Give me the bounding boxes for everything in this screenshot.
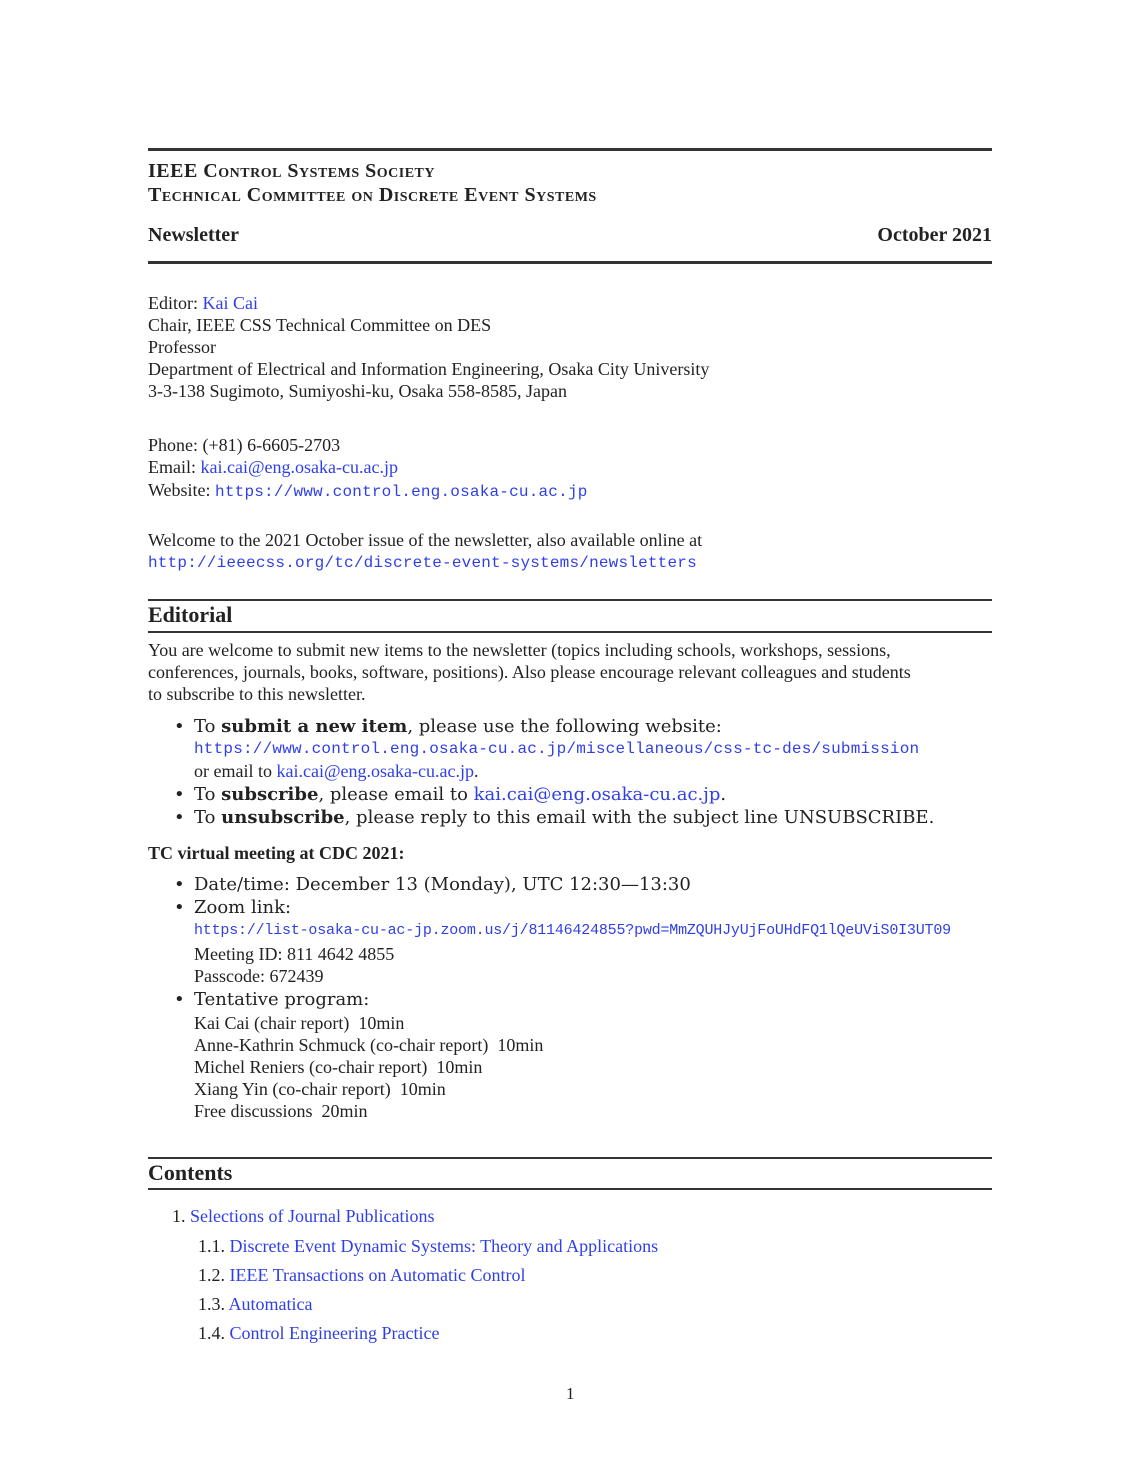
editorial-bottom-rule — [148, 631, 992, 633]
header-bottom-rule — [148, 261, 992, 264]
toc-link[interactable]: Automatica — [228, 1294, 313, 1314]
subscribe-email-link[interactable]: kai.cai@eng.osaka-cu.ac.jp — [473, 784, 721, 805]
toc-link[interactable]: Control Engineering Practice — [229, 1323, 440, 1343]
unsubscribe-prefix: To — [194, 807, 222, 828]
toc-item — [198, 1322, 439, 1344]
zoom-label: • Zoom link: — [194, 897, 291, 918]
editorial-para-line-2: conferences, journals, books, software, positions). Also please encourage relevant colleagues and students — [148, 662, 911, 682]
toc-number: 1. — [172, 1206, 186, 1226]
subscribe-bold: subscribe — [221, 784, 319, 805]
editor-line — [148, 292, 258, 314]
submit-item — [194, 716, 722, 737]
program-item: Xiang Yin (co-chair report) 10min — [194, 1079, 446, 1099]
editor-title: Professor — [148, 337, 216, 357]
submit-email-suffix: . — [473, 761, 479, 781]
subscribe-suffix: , please email to — [318, 784, 474, 805]
toc-item — [198, 1235, 658, 1257]
toc-number: 1.3. — [198, 1294, 225, 1314]
email-link[interactable]: kai.cai@eng.osaka-cu.ac.jp — [200, 457, 398, 477]
toc-link[interactable]: Selections of Journal Publications — [190, 1206, 435, 1226]
meeting-passcode: Passcode: 672439 — [194, 966, 324, 986]
website-line — [148, 479, 588, 503]
welcome-text: Welcome to the 2021 October issue of the newsletter, also available online at — [148, 530, 703, 550]
toc-item — [172, 1205, 434, 1227]
submission-url-link[interactable]: https://www.control.eng.osaka-cu.ac.jp/miscellaneous/css-tc-des/submission — [194, 740, 920, 758]
submit-prefix: To — [194, 716, 222, 737]
society-title: IEEE Control Systems Society — [148, 160, 435, 182]
meeting-datetime: • Date/time: December 13 (Monday), UTC 12:30—13:30 — [194, 874, 691, 895]
website-link[interactable]: https://www.control.eng.osaka-cu.ac.jp — [215, 483, 588, 501]
unsubscribe-suffix: , please reply to this email with the subject line UNSUBSCRIBE. — [344, 807, 935, 828]
submit-bold: submit a new item — [221, 716, 408, 737]
editorial-para-line-1: You are welcome to submit new items to the newsletter (topics including schools, workshops, sessions, — [148, 640, 891, 660]
committee-title: Technical Committee on Discrete Event Systems — [148, 184, 597, 206]
subscribe-end: . — [720, 784, 727, 805]
editorial-para-line-3: to subscribe to this newsletter. — [148, 684, 366, 704]
toc-number: 1.2. — [198, 1265, 225, 1285]
toc-link[interactable]: Discrete Event Dynamic Systems: Theory and Applications — [229, 1236, 659, 1256]
toc-item — [198, 1293, 313, 1315]
editor-label: Editor: — [148, 293, 198, 313]
submit-email-link[interactable]: kai.cai@eng.osaka-cu.ac.jp — [276, 761, 474, 781]
program-item: Free discussions 20min — [194, 1101, 368, 1121]
page-number: 1 — [566, 1384, 575, 1403]
program-item: Anne-Kathrin Schmuck (co-chair report) 10min — [194, 1035, 544, 1055]
contents-bottom-rule — [148, 1188, 992, 1190]
website-label: Website: — [148, 480, 211, 500]
unsubscribe-item — [194, 807, 934, 828]
contents-top-rule — [148, 1157, 992, 1159]
subscribe-prefix: To — [194, 784, 222, 805]
phone-label: Phone: — [148, 435, 199, 455]
subscribe-item — [194, 784, 726, 805]
toc-number: 1.1. — [198, 1236, 225, 1256]
submit-suffix: , please use the following website: — [407, 716, 722, 737]
submit-email-line — [194, 760, 478, 782]
issue-date: October 2021 — [877, 224, 992, 246]
toc-link[interactable]: IEEE Transactions on Automatic Control — [229, 1265, 526, 1285]
program-label: • Tentative program: — [194, 989, 369, 1010]
toc-number: 1.4. — [198, 1323, 225, 1343]
toc-item — [198, 1264, 525, 1286]
meeting-id: Meeting ID: 811 4642 4855 — [194, 944, 395, 964]
editor-name-link[interactable]: Kai Cai — [202, 293, 258, 313]
phone-value: (+81) 6-6605-2703 — [202, 435, 341, 455]
program-item: Michel Reniers (co-chair report) 10min — [194, 1057, 483, 1077]
contents-heading: Contents — [148, 1160, 233, 1185]
header-top-rule — [148, 148, 992, 151]
submit-email-prefix: or email to — [194, 761, 277, 781]
program-item: Kai Cai (chair report) 10min — [194, 1013, 405, 1033]
editorial-top-rule — [148, 599, 992, 601]
email-label: Email: — [148, 457, 196, 477]
meeting-heading: TC virtual meeting at CDC 2021: — [148, 843, 405, 863]
unsubscribe-bold: unsubscribe — [221, 807, 345, 828]
email-line — [148, 456, 398, 478]
newsletters-link[interactable]: http://ieeecss.org/tc/discrete-event-systems/newsletters — [148, 554, 697, 572]
editorial-heading: Editorial — [148, 602, 233, 627]
editor-address: 3-3-138 Sugimoto, Sumiyoshi-ku, Osaka 558-8585, Japan — [148, 381, 567, 401]
editor-role: Chair, IEEE CSS Technical Committee on DES — [148, 315, 492, 335]
doc-type: Newsletter — [148, 224, 240, 246]
phone-line — [148, 434, 340, 456]
zoom-link[interactable]: https://list-osaka-cu-ac-jp.zoom.us/j/81146424855?pwd=MmZQUHJyUjFoUHdFQ1lQeUViS0I3UT09 — [194, 922, 951, 939]
editor-department: Department of Electrical and Information Engineering, Osaka City University — [148, 359, 710, 379]
